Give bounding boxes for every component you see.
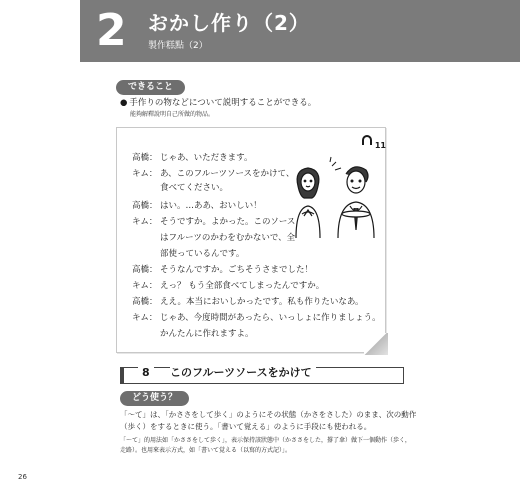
dialogue-line	[132, 281, 324, 292]
section-number: 8	[138, 366, 154, 380]
speaker-name: 高橋：	[132, 265, 158, 275]
bullet-icon: ●	[120, 98, 128, 108]
page-curl-decoration	[364, 333, 388, 355]
translation-note-line: 走路）。也用來表示方式，如「書いて覚える（以寫的方式記）」。	[120, 447, 292, 454]
dialogue-illustration	[288, 156, 384, 238]
dialogue-line	[132, 233, 295, 244]
explanation-line: 「〜て」は、「かささをして歩く」のようにその状態（かさをさした）のまま、次の動作	[120, 410, 417, 419]
dialogue-line	[132, 217, 295, 228]
line-text: じゃあ、今度時間があったら、いっしょに作りましょう。	[160, 313, 381, 323]
line-text: はフルーツのかわをむかないで、全	[160, 233, 296, 243]
speaker-name: キム：	[132, 217, 158, 227]
line-text: ええ。本当においしかったです。私も作りたいなあ。	[160, 297, 364, 307]
translation-note-line: 「〜て」的用法如「かささをして歩く」，表示保持該狀態中（かささをした，撐了傘）做下一個動作（歩く，	[120, 437, 411, 444]
dialogue-line	[132, 297, 364, 308]
line-text: えっ？ もう全部食べてしまったんですか。	[160, 281, 325, 291]
chapter-number: 2	[96, 5, 127, 56]
dialogue-line	[132, 201, 262, 212]
man-figure	[338, 167, 374, 238]
speaker-name: 高橋：	[132, 201, 158, 211]
dialogue-line	[132, 249, 244, 260]
dialogue-line	[132, 183, 228, 194]
line-text: あ、このフルーツソースをかけて、	[160, 169, 295, 179]
speaker-name: キム：	[132, 169, 158, 179]
woman-figure	[296, 168, 320, 238]
howto-label: どう使う？	[120, 391, 189, 406]
goal-label: できること	[116, 80, 185, 95]
headphones-icon	[362, 135, 372, 145]
goal-statement	[120, 98, 316, 109]
speaker-name: キム：	[132, 281, 158, 291]
dialogue-line	[132, 169, 294, 180]
explanation-line: （歩く）をするときに使う。「書いて覚える」のように手段にも使われる。	[120, 422, 372, 431]
line-text: 食べてください。	[160, 183, 229, 193]
speaker-name: キム：	[132, 313, 158, 323]
page-number: 26	[18, 473, 27, 481]
speaker-name: 高橋：	[132, 153, 158, 163]
line-text: 部使っているんです。	[160, 249, 245, 259]
goal-text: 手作りの物などについて説明することができる。	[129, 98, 317, 108]
speaker-name: 高橋：	[132, 297, 158, 307]
section-title: このフルーツソースをかけて	[170, 366, 316, 380]
line-text: そうなんですか。ごちそうさまでした！	[160, 265, 314, 275]
motion-marks	[330, 157, 341, 170]
line-text: はい。…ああ、おいしい！	[160, 201, 262, 211]
audio-track-badge[interactable]	[362, 139, 386, 153]
line-text: かんたんに作れますよ。	[160, 329, 254, 339]
goal-translation: 能夠解釋說明自己所做的物品。	[130, 111, 215, 118]
lesson-subtitle: 製作糕點（2）	[148, 41, 208, 51]
dialogue-line	[132, 313, 381, 324]
dialogue-line	[132, 153, 252, 164]
line-text: じゃあ、いただきます。	[160, 153, 253, 163]
dialogue-line	[132, 265, 313, 276]
audio-track-number: 11	[374, 141, 386, 150]
lesson-title: おかし作り（2）	[148, 11, 310, 35]
dialogue-line	[132, 329, 254, 340]
line-text: そうですか。よかった。このソース	[160, 217, 296, 227]
